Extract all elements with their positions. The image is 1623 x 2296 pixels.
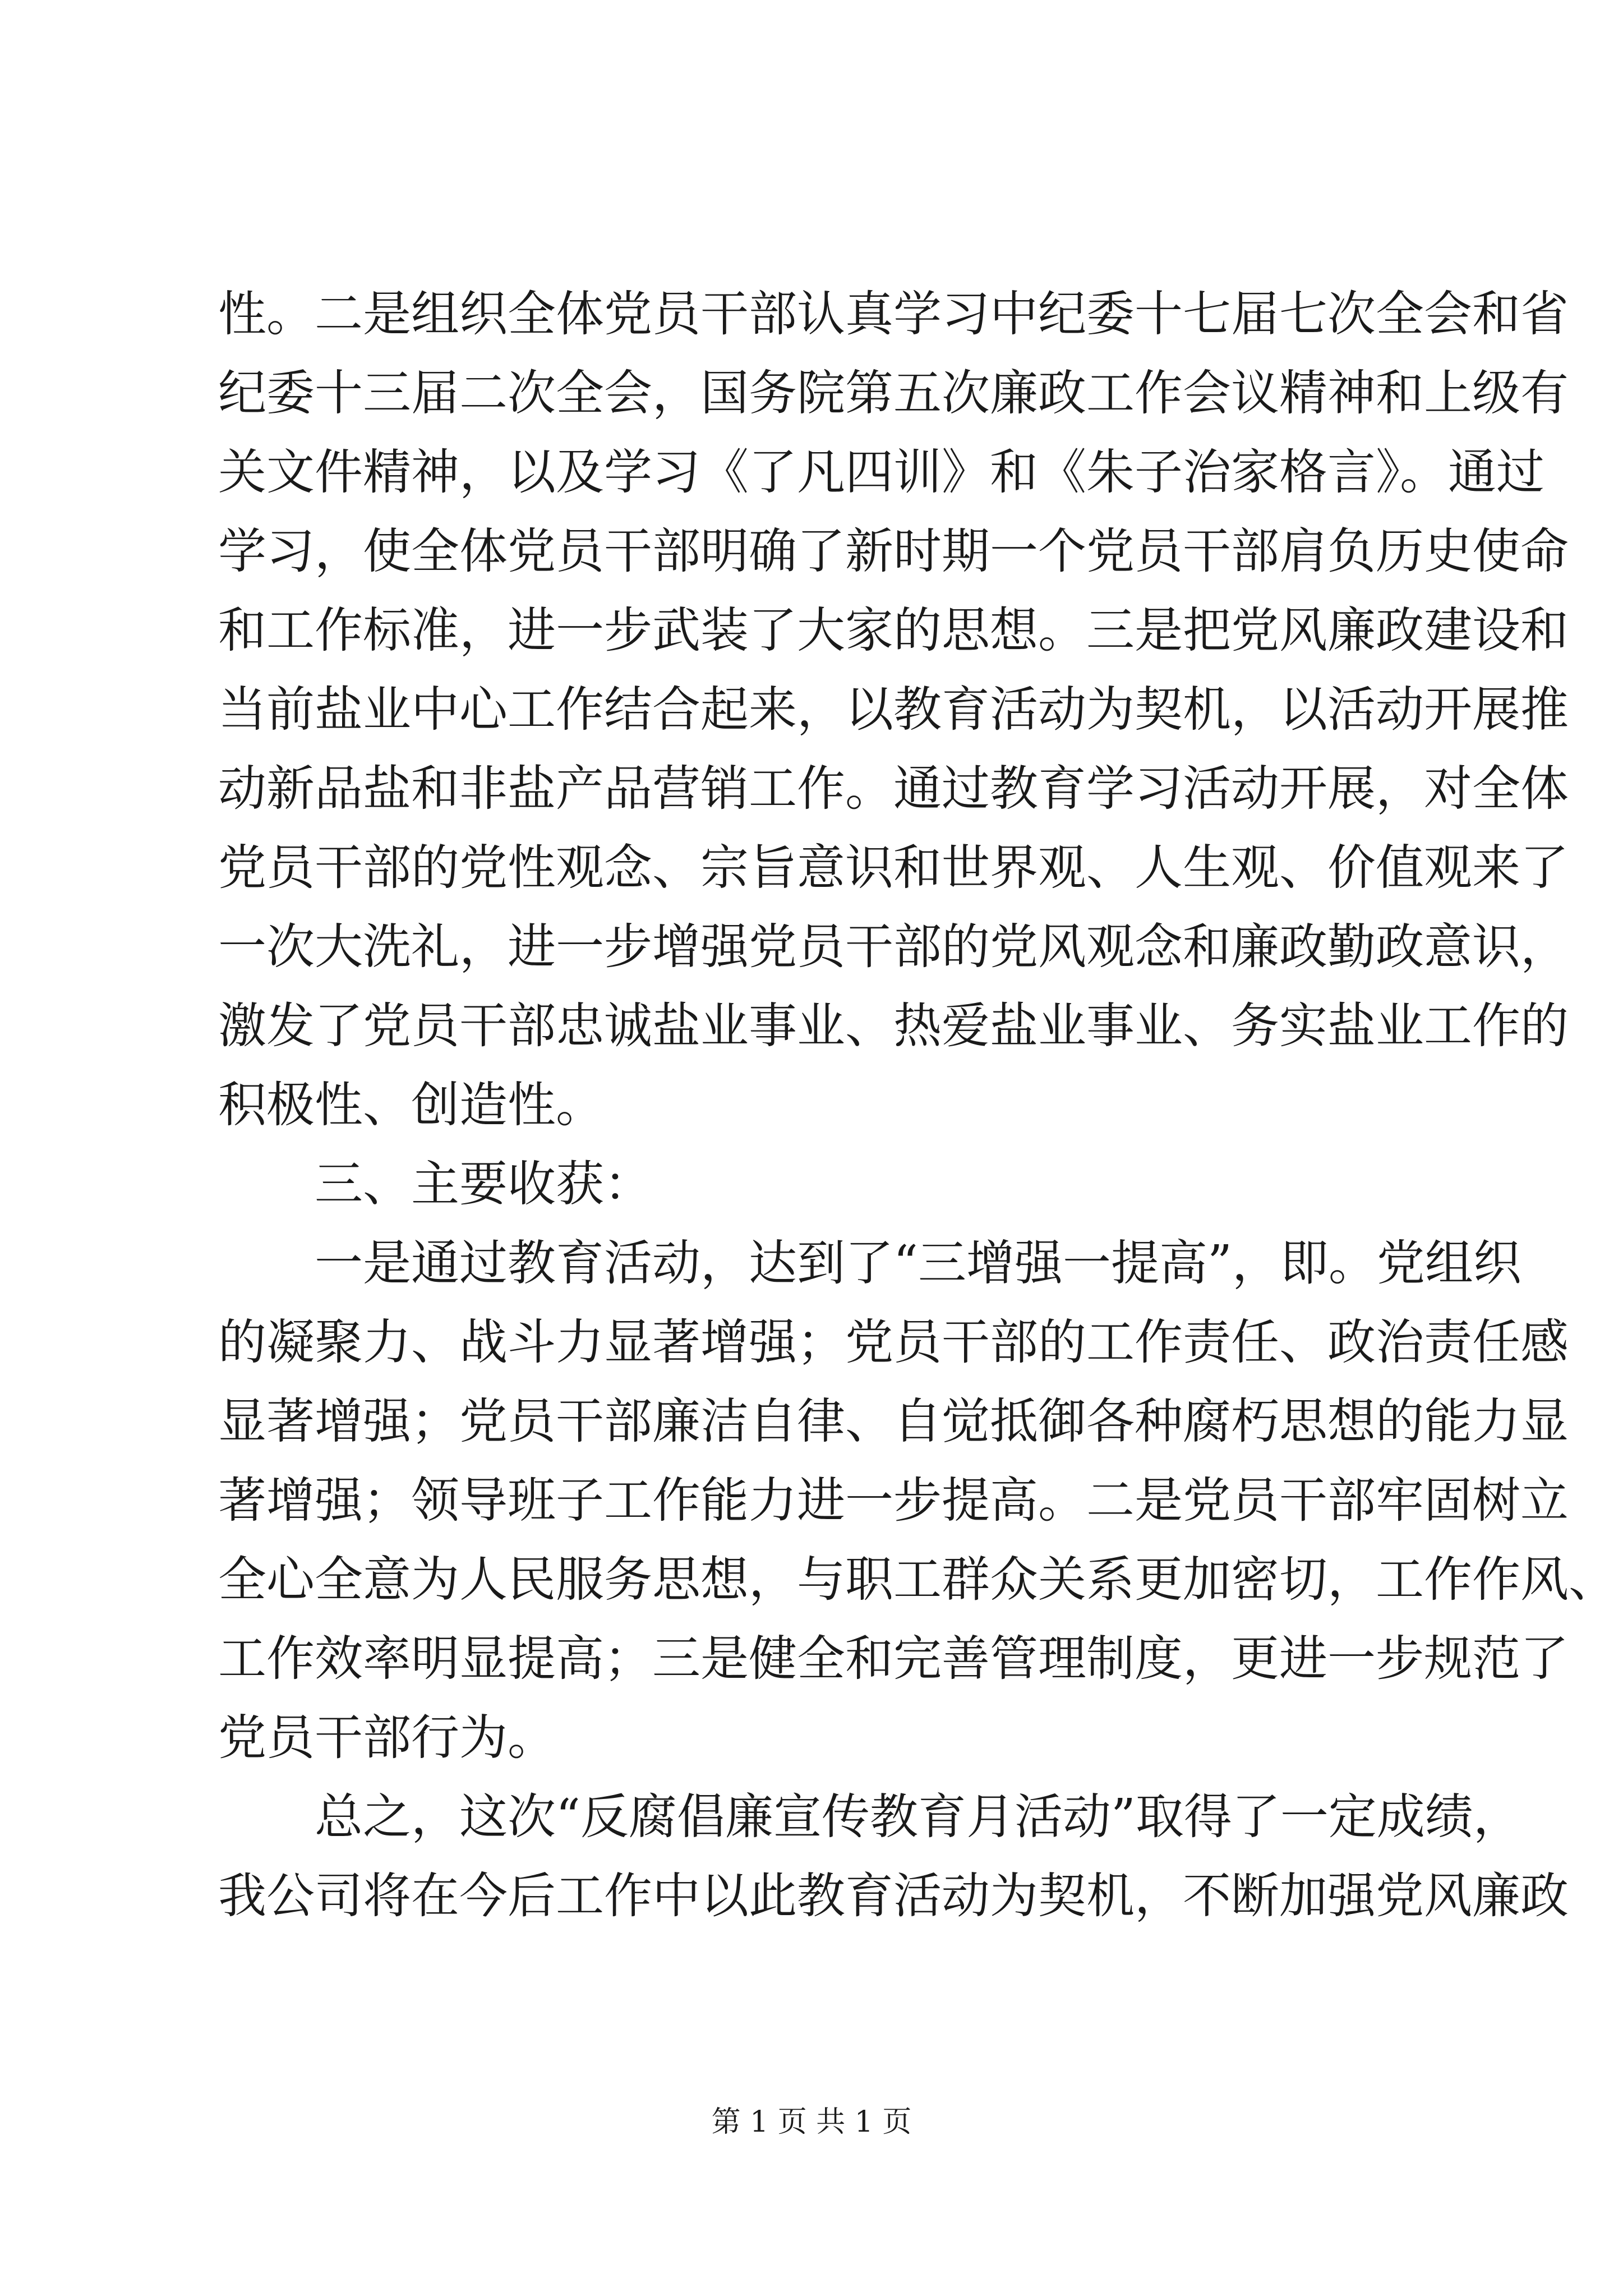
text-line: 性。二是组织全体党员干部认真学习中纪委十七届七次全会和省 (218, 286, 1569, 342)
text-line: 激发了党员干部忠诚盐业事业、热爱盐业事业、务实盐业工作的 (218, 998, 1569, 1054)
text-line: 显著增强；党员干部廉洁自律、自觉抵御各种腐朽思想的能力显 (218, 1393, 1569, 1450)
text-line: 工作效率明显提高；三是健全和完善管理制度，更进一步规范了 (218, 1631, 1569, 1687)
document-body (218, 275, 1617, 1936)
text-line: 党员干部的党性观念、宗旨意识和世界观、人生观、价值观来了 (218, 840, 1569, 896)
text-line: 积极性、创造性。 (218, 1077, 604, 1133)
text-line: 一次大洗礼，进一步增强党员干部的党风观念和廉政勤政意识， (218, 919, 1569, 975)
text-line: 学习，使全体党员干部明确了新时期一个党员干部肩负历史使命 (218, 523, 1569, 579)
text-line: 总之，这次“反腐倡廉宣传教育月活动”取得了一定成绩， (315, 1789, 1521, 1845)
section-heading: 三、主要收获： (315, 1156, 652, 1212)
text-line: 我公司将在今后工作中以此教育活动为契机，不断加强党风廉政 (218, 1868, 1569, 1924)
text-line: 和工作标准，进一步武装了大家的思想。三是把党风廉政建设和 (218, 602, 1569, 659)
text-line: 著增强；领导班子工作能力进一步提高。二是党员干部牢固树立 (218, 1473, 1569, 1529)
text-line: 的凝聚力、战斗力显著增强；党员干部的工作责任、政治责任感 (218, 1314, 1569, 1370)
text-line: 动新品盐和非盐产品营销工作。通过教育学习活动开展，对全体 (218, 761, 1569, 817)
text-line: 一是通过教育活动，达到了“三增强一提高”，即。党组织 (315, 1235, 1521, 1291)
text-line: 当前盐业中心工作结合起来，以教育活动为契机，以活动开展推 (218, 682, 1569, 738)
page-number-footer: 第 1 页 共 1 页 (711, 2105, 912, 2139)
text-line: 关文件精神，以及学习《了凡四训》和《朱子治家格言》。通过 (218, 444, 1544, 500)
text-line: 纪委十三届二次全会，国务院第五次廉政工作会议精神和上级有 (218, 365, 1569, 421)
text-line: 党员干部行为。 (218, 1710, 556, 1766)
text-line: 全心全意为人民服务思想，与职工群众关系更加密切，工作作风、 (218, 1552, 1617, 1608)
